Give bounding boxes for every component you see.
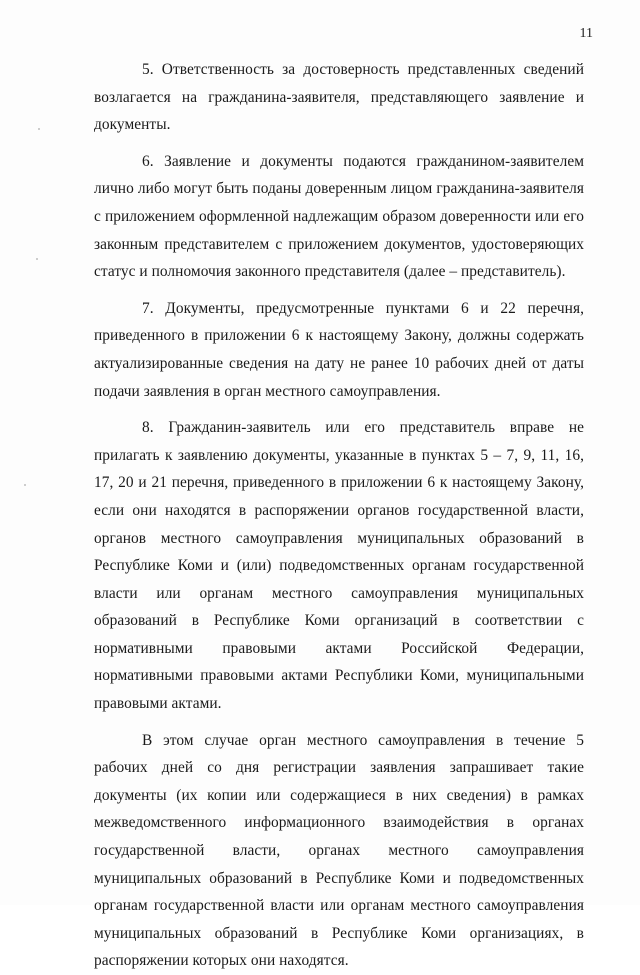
paragraph-6: 6. Заявление и документы подаются гражданином-заявителем лично либо могут быть поданы доверенным лицом гражданина-заявителя с приложением оформленной надлежащим образом доверенности или его законным представителем с приложением документов, удостоверяющих статус и полномочия законного представителя (далее – представитель). xyxy=(94,152,584,281)
scan-speck xyxy=(36,258,38,260)
paragraph-8-continuation: В этом случае орган местного самоуправления в течение 5 рабочих дней со дня регистрации заявления запрашивает такие документы (их копии или содержащиеся в них сведения) в рамках межведомственного информационного взаимодействия в органах государственной власти, органах местного самоуправления муниципальных образований в Республике Коми и подведомственных органам государственной власти или органам местного самоуправления муниципальных образований в Республике Коми организациях, в распоряжении которых они находятся. xyxy=(94,731,584,970)
scan-speck xyxy=(38,128,40,130)
paragraph-7: 7. Документы, предусмотренные пунктами 6 и 22 перечня, приведенного в приложении 6 к настоящему Закону, должны содержать актуализированные сведения на дату не ранее 10 рабочих дней от даты подачи заявления в орган местного самоуправления. xyxy=(94,299,584,400)
body-text xyxy=(94,56,584,975)
paragraph-5: 5. Ответственность за достоверность представленных сведений возлагается на гражданина-заявителя, представляющего заявление и документы. xyxy=(94,61,584,134)
scan-speck xyxy=(24,484,26,486)
paragraph-8: 8. Гражданин-заявитель или его представитель вправе не прилагать к заявлению документы, указанные в пунктах 5 – 7, 9, 11, 16, 17, 20 и 21 перечня, приведенного в приложении 6 к настоящему Закону, если они находятся в распоряжении органов государственной власти, органов местного самоуправления муниципальных образований в Республике Коми и (или) подведомственных органам государственной власти или органам местного самоуправления муниципальных образований в Республике Коми организаций в соответствии с нормативными правовыми актами Российской Федерации, нормативными правовыми актами Республики Коми, муниципальными правовыми актами. xyxy=(94,419,584,713)
page-number: 11 xyxy=(579,26,593,41)
